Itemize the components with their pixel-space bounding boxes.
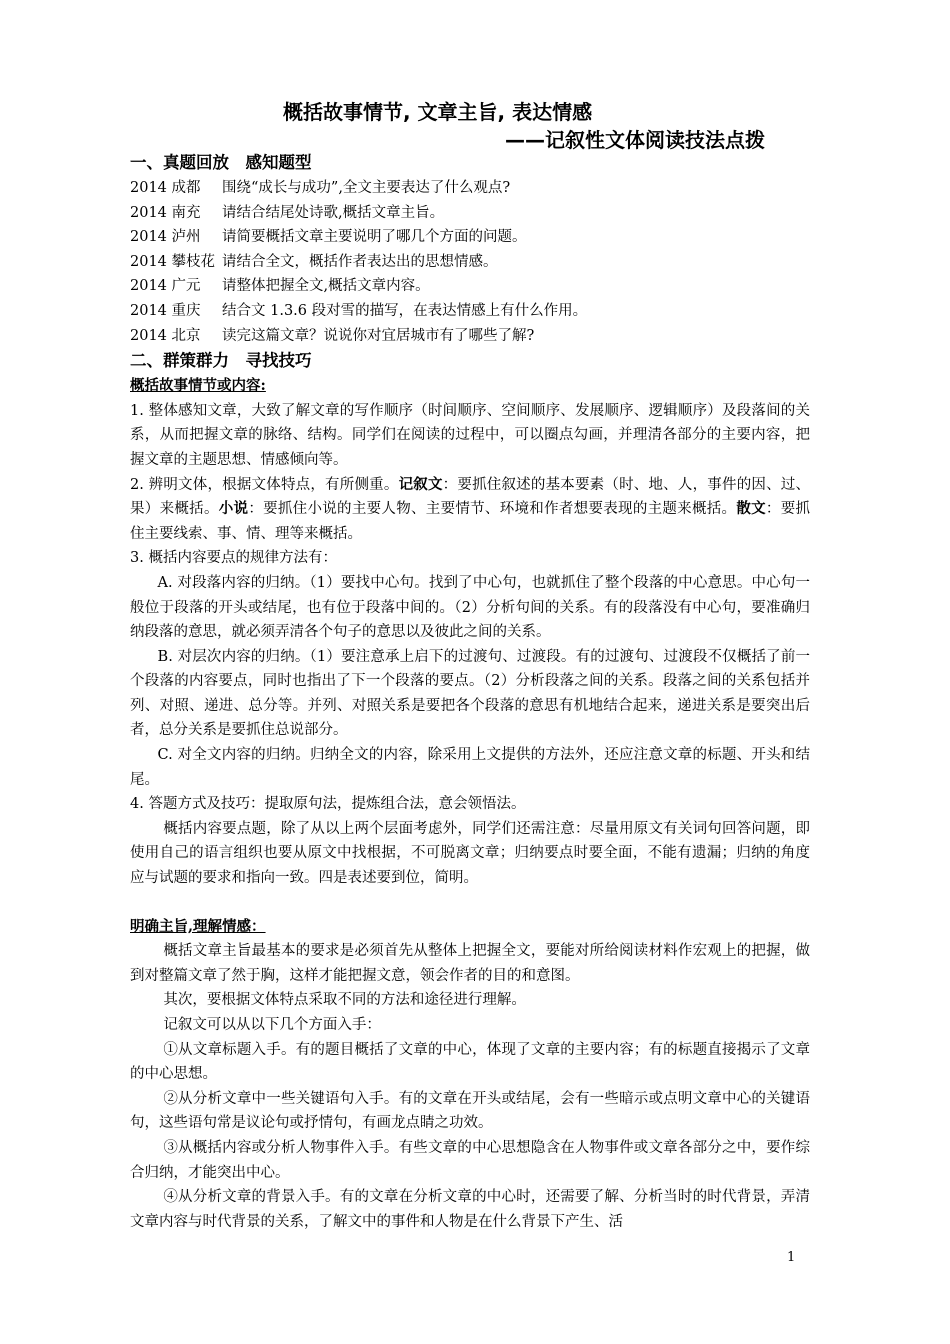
spacer: [130, 891, 810, 915]
question-year: 2014 成都: [130, 180, 201, 196]
question-item: [130, 176, 810, 201]
paragraph-2-text: 2. 辨明文体，根据文体特点，有所侧重。: [130, 476, 399, 493]
paragraph-a: A. 对段落内容的归纳。（1）要找中心句。找到了中心句，也就抓住了整个段落的中心意思。中心句一般位于段落的开头或结尾，也有位于段落中间的。（2）分析句间的关系。有的段落没有中心句，要准确归纳段落的意思，就必须弄清各个句子的意思以及彼此之间的关系。: [130, 574, 810, 641]
paragraph-c: C. 对全文内容的归纳。归纳全文的内容，除采用上文提供的方法外，还应注意文章的标题、开头和结尾。: [130, 747, 810, 788]
paragraph-2-text: ：要抓住主要线索、事、情、理等来概括。: [130, 501, 810, 542]
keyword-prose: 散文: [736, 500, 766, 518]
document-body: [130, 150, 810, 1234]
subheading-theme: 明确主旨,理解情感：: [130, 917, 266, 935]
paragraph-b: B. 对层次内容的归纳。（1）要注意承上启下的过渡句、过渡段。有的过渡句、过渡段不仅概括了前一个段落的内容要点，同时也指出了下一个段落的要点。（2）分析段落之间的关系。段落之间的关系包括并列、对照、递进、总分等。并列、对照关系是要把各个段落的意思有机地结合起来，递进关系是要突出后者，总分关系是要抓住总说部分。: [130, 648, 810, 739]
question-year: 2014 重庆: [130, 302, 201, 319]
question-year: 2014 南充: [130, 204, 201, 221]
theme-paragraph-1: 概括文章主旨最基本的要求是必须首先从整体上把握全文，要能对所给阅读材料作宏观上的把握，做到对整篇文章了然于胸，这样才能把握文意，领会作者的目的和意图。: [130, 943, 810, 984]
subheading-summary: 概括故事情节或内容:: [130, 377, 266, 395]
paragraph-2-text: ：要抓住小说的主要人物、主要情节、环境和作者想要表现的主题来概括。: [248, 501, 737, 518]
keyword-narrative: 记叙文: [398, 475, 443, 493]
question-text: 结合文 1.3.6 段对雪的描写，在表达情感上有什么作用。: [222, 302, 588, 319]
section2-heading: 二、群策群力 寻找技巧: [130, 351, 312, 371]
theme-paragraph-2: 其次，要根据文体特点采取不同的方法和途径进行理解。: [163, 992, 526, 1009]
question-year: 2014 攀枝花: [130, 253, 216, 270]
question-item: [130, 201, 810, 226]
question-item: [130, 250, 810, 275]
question-text: 读完这篇文章？说说你对宜居城市有了哪些了解?: [222, 327, 535, 344]
question-year: 2014 广元: [130, 278, 201, 295]
question-item: [130, 274, 810, 299]
paragraph-2-text: ：要抓住叙述的基本要素（时、地、人，事件的因、过、果）来概括。: [130, 476, 810, 518]
paragraph-4: 4. 答题方式及技巧：提取原句法，提炼组合法，意会领悟法。: [130, 796, 526, 813]
theme-paragraph-5: ②从分析文章中一些关键语句入手。有的文章在开头或结尾，会有一些暗示或点明文章中心的关键语句，这些语句常是议论句或抒情句，有画龙点睛之功效。: [130, 1090, 810, 1132]
document-title: 概括故事情节, 文章主旨, 表达情感: [283, 100, 593, 124]
paragraph-5: 概括内容要点题，除了从以上两个层面考虑外，同学们还需注意：尽量用原文有关词句回答问题，即使用自己的语言组织也要从原文中找根据，不可脱离文章；归纳要点时要全面，不能有遗漏；归纳的角度应与试题的要求和指向一致。四是表述要到位，简明。: [130, 820, 810, 887]
theme-paragraph-6: ③从概括内容或分析人物事件入手。有些文章的中心思想隐含在人物事件或文章各部分之中，要作综合归纳，才能突出中心。: [130, 1139, 810, 1181]
question-text: 请结合全文，概括作者表达出的思想情感。: [222, 253, 498, 270]
question-item: [130, 299, 810, 324]
theme-paragraph-4: ①从文章标题入手。有的题目概括了文章的中心，体现了文章的主要内容；有的标题直接揭示了文章的中心思想。: [130, 1041, 810, 1083]
question-text: 围绕“成长与成功”,全文主要表达了什么观点?: [222, 180, 511, 196]
document-subtitle: ——记叙性文体阅读技法点拨: [505, 128, 765, 152]
keyword-novel: 小说: [218, 500, 249, 518]
question-text: 请结合结尾处诗歌,概括文章主旨。: [222, 204, 445, 221]
paragraph-1: 1. 整体感知文章，大致了解文章的写作顺序（时间顺序、空间顺序、发展顺序、逻辑顺序）及段落间的关系，从而把握文章的脉络、结构。同学们在阅读的过程中，可以圈点勾画，并理清各部分的主要内容，把握文章的主题思想、情感倾向等。: [130, 402, 810, 468]
question-text: 请简要概括文章主要说明了哪几个方面的问题。: [222, 229, 527, 246]
theme-paragraph-3: 记叙文可以从以下几个方面入手：: [163, 1017, 381, 1033]
question-year: 2014 北京: [130, 327, 201, 344]
theme-paragraph-7: ④从分析文章的背景入手。有的文章在分析文章的中心时，还需要了解、分析当时的时代背景，弄清文章内容与时代背景的关系，了解文中的事件和人物是在什么背景下产生、活: [130, 1189, 810, 1230]
question-text: 请整体把握全文,概括文章内容。: [222, 278, 430, 295]
question-year: 2014 泸州: [130, 229, 201, 246]
question-item: [130, 324, 810, 349]
paragraph-2: [130, 473, 810, 547]
page-number: 1: [787, 1250, 796, 1265]
paragraph-3: 3. 概括内容要点的规律方法有：: [130, 550, 337, 567]
question-item: [130, 225, 810, 250]
section1-heading: 一、真题回放 感知题型: [130, 153, 312, 172]
